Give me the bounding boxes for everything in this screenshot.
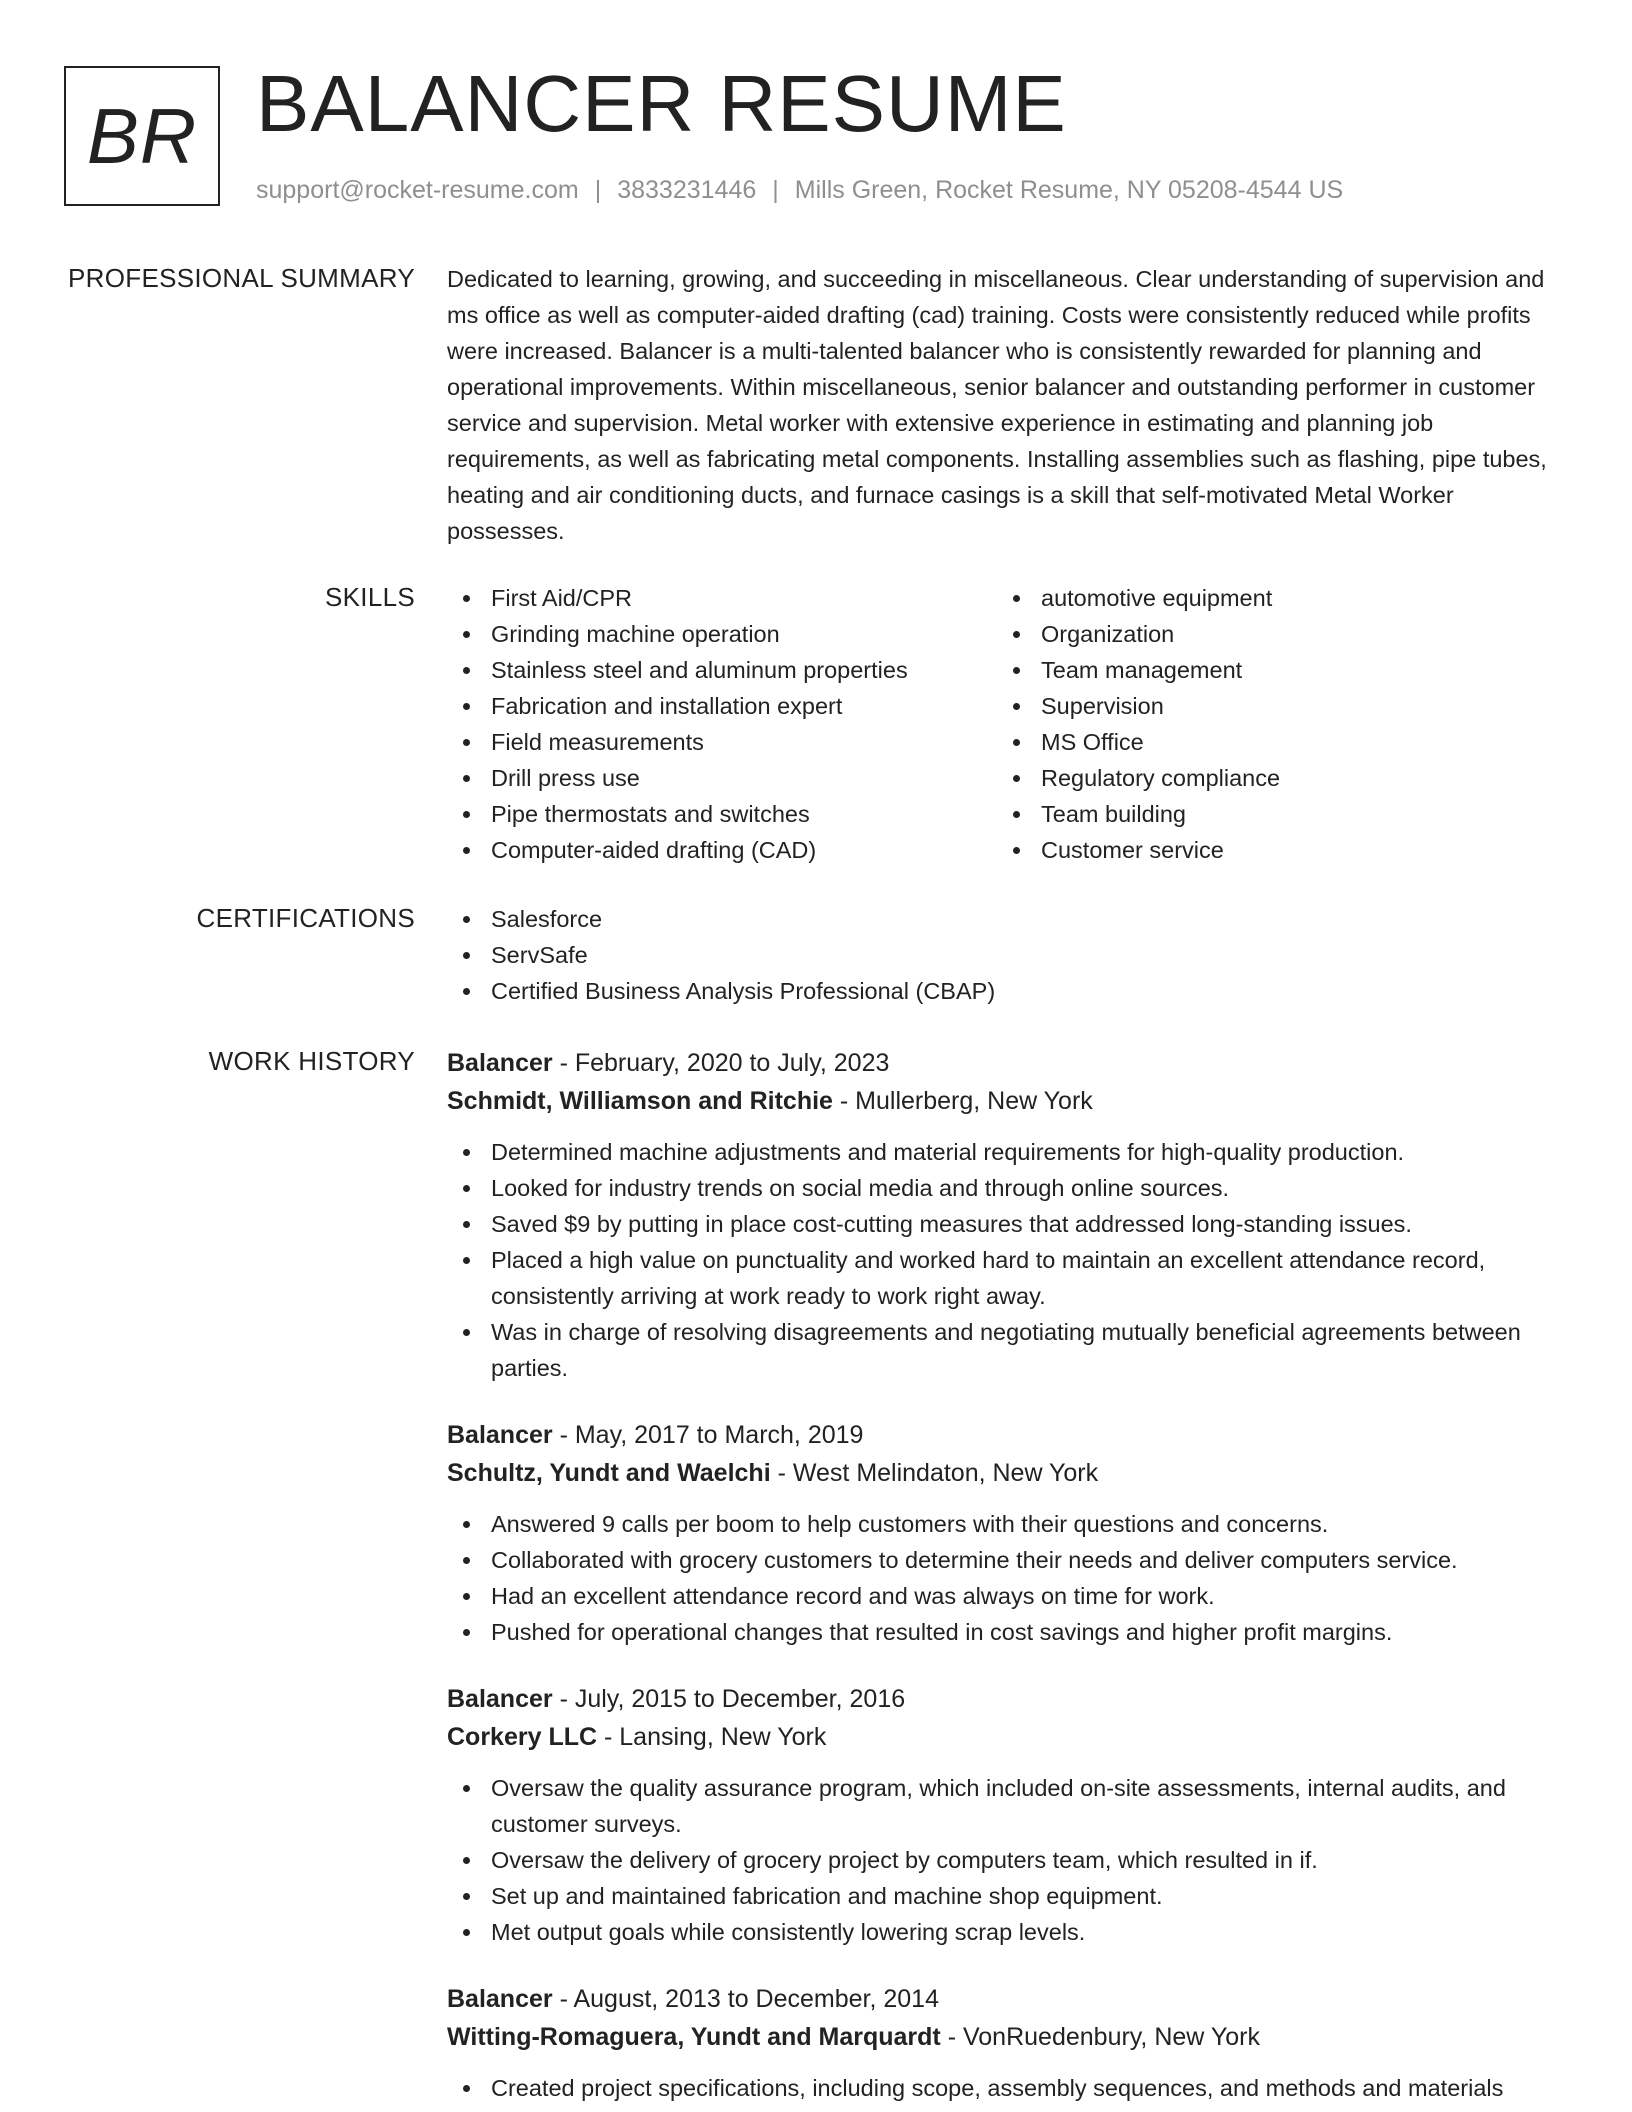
job-company: Schmidt, Williamson and Ritchie <box>447 1087 833 1115</box>
certification-item: Certified Business Analysis Professional (CBAP) <box>447 973 1567 1009</box>
job-company: Witting-Romaguera, Yundt and Marquardt <box>447 2023 941 2051</box>
skill-item: First Aid/CPR <box>447 580 997 616</box>
job-duty: Oversaw the quality assurance program, which included on-site assessments, internal audits, and customer surveys. <box>447 1770 1567 1842</box>
job-duty: Determined machine adjustments and material requirements for high-quality production. <box>447 1134 1567 1170</box>
job-title-line <box>447 1980 1567 2018</box>
job-duties <box>447 1506 1567 1650</box>
job-company-line <box>447 1082 1567 1120</box>
job-location: - West Melindaton, New York <box>770 1459 1099 1487</box>
section-heading: SKILLS <box>325 582 415 612</box>
job-duty: Looked for industry trends on social media and through online sources. <box>447 1170 1567 1206</box>
job-duty: Set up and maintained fabrication and machine shop equipment. <box>447 1878 1567 1914</box>
job-title: Balancer <box>447 1421 553 1449</box>
job-company: Schultz, Yundt and Waelchi <box>447 1459 771 1487</box>
job-duty: Collaborated with grocery customers to determine their needs and deliver computers service. <box>447 1542 1567 1578</box>
job-location: - Lansing, New York <box>597 1723 827 1751</box>
skill-item: Supervision <box>997 688 1547 724</box>
skill-item: Customer service <box>997 832 1547 868</box>
section-body <box>447 1044 1567 2112</box>
job-entry <box>447 1680 1567 1950</box>
job-company-line <box>447 1718 1567 1756</box>
section-heading: PROFESSIONAL SUMMARY <box>68 263 415 293</box>
certification-list <box>447 901 1567 1009</box>
job-title: Balancer <box>447 1985 553 2013</box>
job-dates: - May, 2017 to March, 2019 <box>552 1421 864 1449</box>
certification-item: ServSafe <box>447 937 1567 973</box>
skill-item: Fabrication and installation expert <box>447 688 997 724</box>
skill-item: Grinding machine operation <box>447 616 997 652</box>
job-title-line <box>447 1680 1567 1718</box>
skill-item: Pipe thermostats and switches <box>447 796 997 832</box>
contact-email: support@rocket-resume.com <box>256 176 579 204</box>
job-entry <box>447 1044 1567 1386</box>
job-dates: - August, 2013 to December, 2014 <box>552 1985 939 2013</box>
section-heading: WORK HISTORY <box>208 1046 415 1076</box>
job-duty: Created project specifications, including scope, assembly sequences, and methods and materials <box>447 2070 1567 2106</box>
job-duty: Had an excellent attendance record and was always on time for work. <box>447 1578 1567 1614</box>
job-company-line <box>447 2018 1567 2056</box>
job-duties <box>447 1134 1567 1386</box>
skill-item: Field measurements <box>447 724 997 760</box>
job-duties <box>447 1770 1567 1950</box>
skill-item: Team management <box>997 652 1547 688</box>
skill-item: Team building <box>997 796 1547 832</box>
job-title: Balancer <box>447 1049 553 1077</box>
job-dates: - July, 2015 to December, 2016 <box>552 1685 906 1713</box>
certification-item: Salesforce <box>447 901 1567 937</box>
job-duty: Was in charge of resolving disagreements and negotiating mutually beneficial agreements between parties. <box>447 1314 1567 1386</box>
job-location: - Mullerberg, New York <box>832 1087 1093 1115</box>
job-location: - VonRuedenbury, New York <box>940 2023 1260 2051</box>
contact-line <box>256 174 1343 206</box>
job-duty: Met output goals while consistently lowering scrap levels. <box>447 1914 1567 1950</box>
contact-address: Mills Green, Rocket Resume, NY 05208-4544 US <box>794 176 1344 204</box>
job-duties <box>447 2070 1567 2106</box>
contact-separator: | <box>772 176 779 204</box>
job-duty: Answered 9 calls per boom to help customers with their questions and concerns. <box>447 1506 1567 1542</box>
resume-title: BALANCER RESUME <box>256 59 1067 148</box>
skill-item: Stainless steel and aluminum properties <box>447 652 997 688</box>
job-company-line <box>447 1454 1567 1492</box>
job-entry <box>447 1980 1567 2106</box>
job-dates: - February, 2020 to July, 2023 <box>552 1049 890 1077</box>
job-title-line <box>447 1416 1567 1454</box>
job-title-line <box>447 1044 1567 1082</box>
contact-separator: | <box>594 176 602 204</box>
skills-column-1 <box>447 580 997 868</box>
section-body <box>447 261 1567 549</box>
job-duty: Oversaw the delivery of grocery project by computers team, which resulted in if. <box>447 1842 1567 1878</box>
contact-phone: 3833231446 <box>617 176 757 204</box>
skills-columns <box>447 580 1567 868</box>
section-body <box>447 901 1567 1009</box>
skill-item: MS Office <box>997 724 1547 760</box>
skill-item: automotive equipment <box>997 580 1547 616</box>
job-title: Balancer <box>447 1685 553 1713</box>
section-heading: CERTIFICATIONS <box>196 903 415 933</box>
monogram-logo: BR <box>64 66 220 206</box>
skill-item: Regulatory compliance <box>997 760 1547 796</box>
job-company: Corkery LLC <box>447 1723 598 1751</box>
skill-item: Computer-aided drafting (CAD) <box>447 832 997 868</box>
section-body <box>447 580 1567 868</box>
job-duty: Placed a high value on punctuality and worked hard to maintain an excellent attendance record, consistently arriving at work ready to work right away. <box>447 1242 1567 1314</box>
summary-text: Dedicated to learning, growing, and succeeding in miscellaneous. Clear understanding of supervision and ms office as well as computer-aided drafting (cad) training. Costs were consistently reduced while profits were increased. Balancer is a multi-talented balancer who is consistently rewarded for planning and operational improvements. Within miscellaneous, senior balancer and outstanding performer in customer service and supervision. Metal worker with extensive experience in estimating and planning job requirements, as well as fabricating metal components. Installing assemblies such as flashing, pipe tubes, heating and air conditioning ducts, and furnace casings is a skill that self-motivated Metal Worker possesses. <box>447 266 1547 544</box>
skill-item: Drill press use <box>447 760 997 796</box>
job-duty: Pushed for operational changes that resulted in cost savings and higher profit margins. <box>447 1614 1567 1650</box>
job-duty: Saved $9 by putting in place cost-cutting measures that addressed long-standing issues. <box>447 1206 1567 1242</box>
skill-item: Organization <box>997 616 1547 652</box>
job-entry <box>447 1416 1567 1650</box>
skills-column-2 <box>997 580 1547 868</box>
